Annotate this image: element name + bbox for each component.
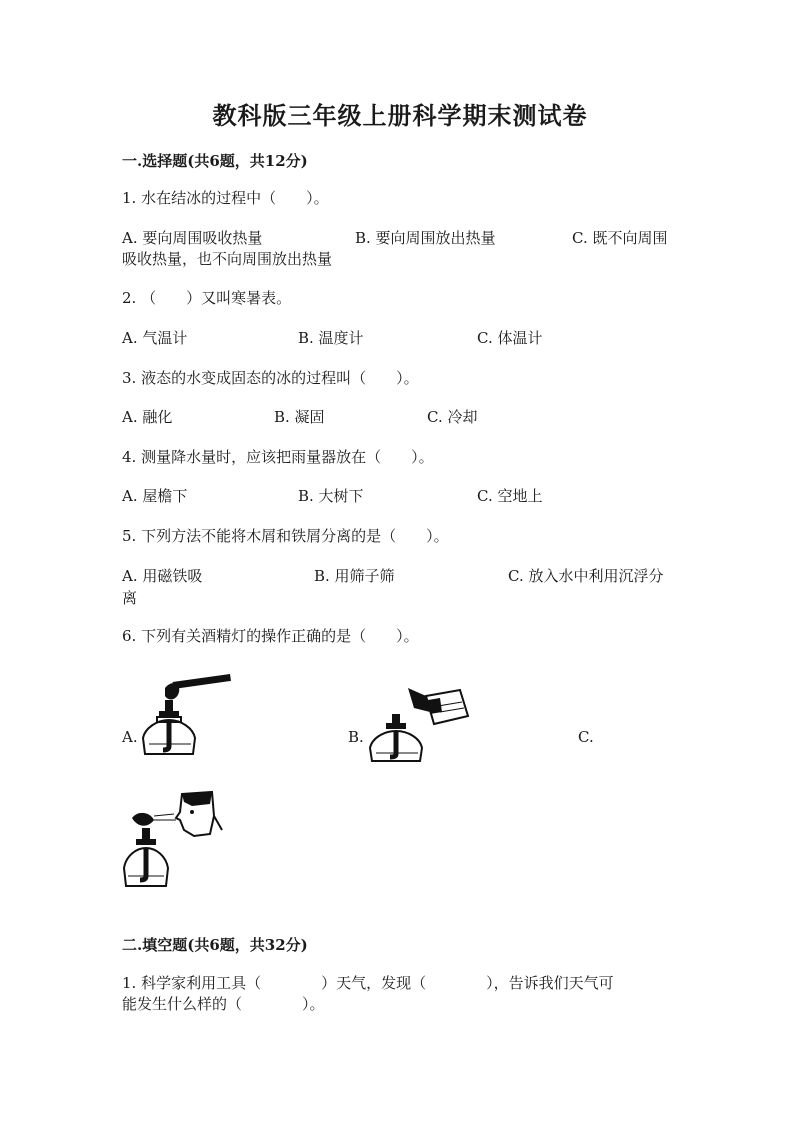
question-5-option-c: C. 放入水中利用沉浮分 <box>508 567 664 585</box>
question-6-option-b: B. <box>348 728 364 746</box>
question-3-option-a: A. 融化 <box>122 408 173 426</box>
question-6-option-a: A. <box>122 728 138 746</box>
question-1-option-c-continued: 吸收热量，也不向周围放出热量 <box>122 250 333 268</box>
question-6-option-c: C. <box>578 728 594 746</box>
blowing-out-alcohol-lamp-image <box>122 790 222 890</box>
question-1-option-a: A. 要向周围吸收热量 <box>122 229 263 247</box>
question-4-option-a: A. 屋檐下 <box>122 487 188 505</box>
question-2-stem: 2. （ ）又叫寒暑表。 <box>122 289 292 307</box>
question-5-stem: 5. 下列方法不能将木屑和铁屑分离的是（ ）。 <box>122 527 449 545</box>
fill-question-1-line-1: 1. 科学家利用工具（ ）天气，发现（ ），告诉我们天气可 <box>122 974 614 992</box>
question-2-option-b: B. 温度计 <box>298 329 364 347</box>
question-2-option-a: A. 气温计 <box>122 329 188 347</box>
alcohol-lamp-lit-with-another-lamp-image <box>368 682 468 764</box>
alcohol-lamp-lit-with-stick-image <box>135 680 235 765</box>
question-2-option-c: C. 体温计 <box>477 329 543 347</box>
section-heading-choice: 一.选择题(共6题，共12分) <box>122 152 308 170</box>
page-title: 教科版三年级上册科学期末测试卷 <box>212 101 588 130</box>
question-4-stem: 4. 测量降水量时，应该把雨量器放在（ ）。 <box>122 448 434 466</box>
question-4-option-c: C. 空地上 <box>477 487 543 505</box>
section-heading-fill-blank: 二.填空题(共6题，共32分) <box>122 936 308 954</box>
question-5-option-a: A. 用磁铁吸 <box>122 567 203 585</box>
question-3-option-c: C. 冷却 <box>427 408 478 426</box>
question-5-option-c-continued: 离 <box>122 589 138 607</box>
question-6-stem: 6. 下列有关酒精灯的操作正确的是（ ）。 <box>122 627 419 645</box>
fill-question-1-line-2: 能发生什么样的（ ）。 <box>122 995 325 1013</box>
question-3-option-b: B. 凝固 <box>274 408 325 426</box>
question-1-stem: 1. 水在结冰的过程中（ ）。 <box>122 189 329 207</box>
question-1-option-c: C. 既不向周围 <box>572 229 668 247</box>
question-1-option-b: B. 要向周围放出热量 <box>355 229 496 247</box>
question-3-stem: 3. 液态的水变成固态的冰的过程叫（ ）。 <box>122 369 419 387</box>
question-5-option-b: B. 用筛子筛 <box>314 567 395 585</box>
question-4-option-b: B. 大树下 <box>298 487 364 505</box>
